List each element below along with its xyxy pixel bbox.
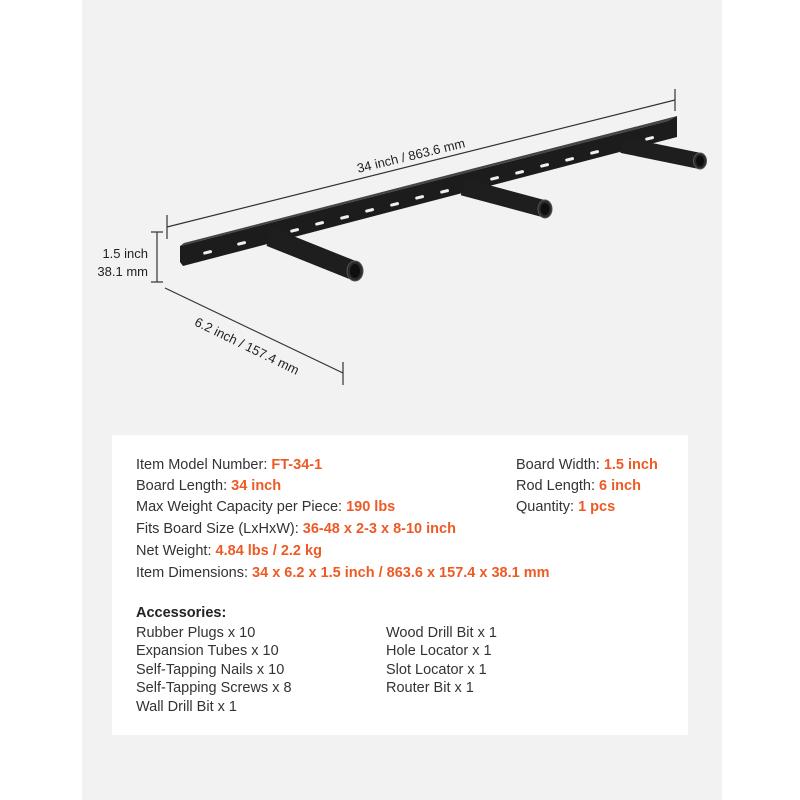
spec-max-weight-label: Max Weight Capacity per Piece: <box>136 499 347 515</box>
specification-card <box>112 435 688 735</box>
support-rod-1 <box>270 237 363 281</box>
depth-label: 6.2 inch / 157.4 mm <box>192 314 302 378</box>
spec-max-weight <box>136 499 395 515</box>
spec-board-width-label: Board Width: <box>516 457 604 473</box>
spec-item-dimensions-label: Item Dimensions: <box>136 565 253 581</box>
spec-model-value: FT-34-1 <box>271 457 323 473</box>
spec-model-label: Item Model Number: <box>136 457 272 473</box>
accessory-item: Expansion Tubes x 10 <box>136 643 279 660</box>
spec-item-dimensions-value: 34 x 6.2 x 1.5 inch / 863.6 x 157.4 x 38.1 mm <box>252 565 550 581</box>
accessory-item: Self-Tapping Nails x 10 <box>136 661 285 678</box>
length-label: 34 inch / 863.6 mm <box>355 135 467 176</box>
spec-net-weight-label: Net Weight: <box>136 543 216 559</box>
spec-model <box>136 457 322 473</box>
spec-rod-length-label: Rod Length: <box>516 478 600 494</box>
height-label-inch: 1.5 inch <box>102 246 148 261</box>
support-rod-2 <box>463 187 552 218</box>
spec-item-dimensions <box>136 565 550 581</box>
bracket-plate-top-edge <box>180 116 677 246</box>
bracket-plate <box>180 116 677 266</box>
spec-fits-board-label: Fits Board Size (LxHxW): <box>136 521 303 537</box>
spec-rod-length-value: 6 inch <box>599 478 641 494</box>
depth-dimension-line <box>165 288 343 373</box>
accessories-list-right <box>386 624 497 698</box>
spec-board-length <box>136 478 281 494</box>
accessory-item: Hole Locator x 1 <box>386 643 492 660</box>
accessories-title: Accessories: <box>136 605 227 621</box>
spec-quantity-value: 1 pcs <box>578 499 616 515</box>
spec-quantity-label: Quantity: <box>516 499 579 515</box>
spec-board-length-label: Board Length: <box>136 478 232 494</box>
spec-net-weight <box>136 543 322 559</box>
spec-fits-board-value: 36-48 x 2-3 x 8-10 inch <box>302 521 456 537</box>
length-dimension-line <box>167 100 675 227</box>
spec-fits-board <box>136 521 456 537</box>
accessory-item: Slot Locator x 1 <box>386 661 487 678</box>
accessory-item: Wall Drill Bit x 1 <box>136 698 237 715</box>
spec-board-width-value: 1.5 inch <box>603 457 658 473</box>
spec-rod-length <box>516 478 641 494</box>
accessory-item: Wood Drill Bit x 1 <box>386 625 497 641</box>
spec-net-weight-value: 4.84 lbs / 2.2 kg <box>215 543 322 559</box>
accessories-list-left <box>136 624 292 716</box>
support-rod-3 <box>622 145 707 169</box>
accessory-item: Rubber Plugs x 10 <box>136 625 256 641</box>
accessory-item: Router Bit x 1 <box>386 680 474 697</box>
height-label-mm: 38.1 mm <box>97 264 148 279</box>
spec-board-length-value: 34 inch <box>231 478 282 494</box>
accessory-item: Self-Tapping Screws x 8 <box>136 680 292 697</box>
spec-board-width <box>516 457 658 473</box>
spec-max-weight-value: 190 lbs <box>346 499 396 515</box>
spec-quantity <box>516 499 615 515</box>
